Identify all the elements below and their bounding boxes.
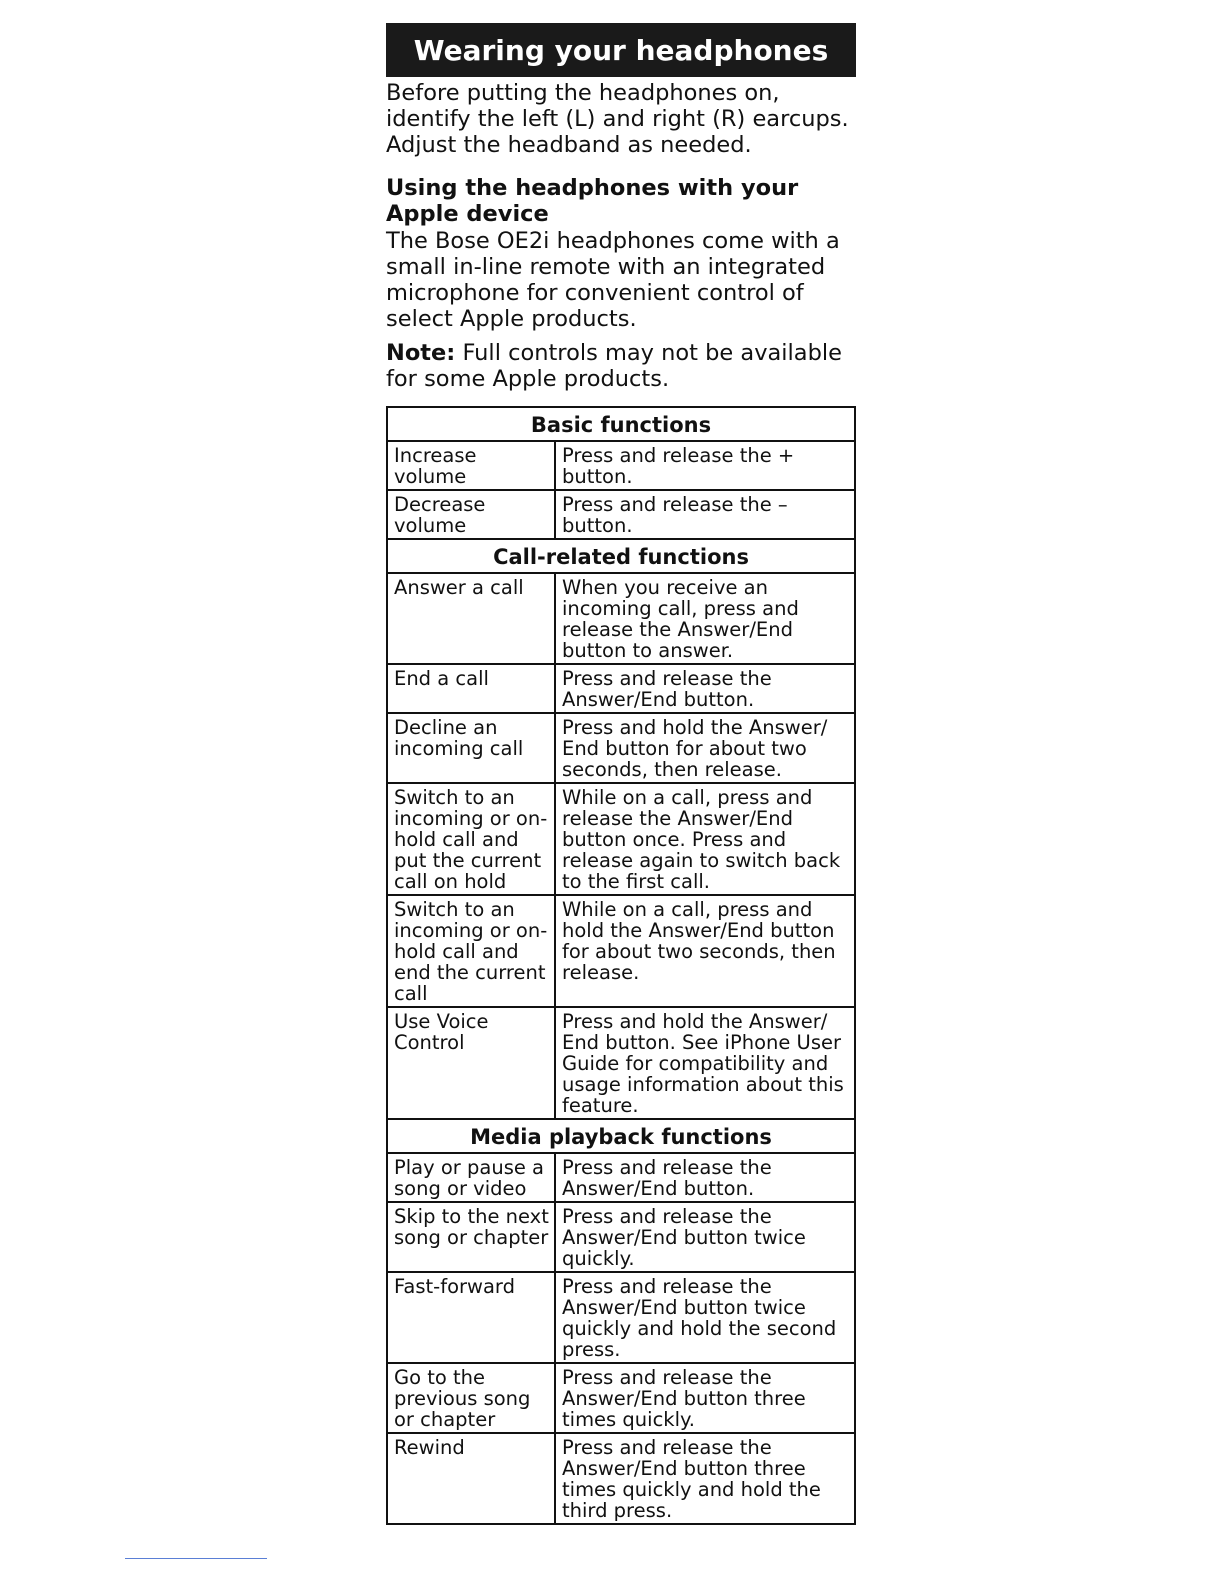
instruction-cell: Press and release the Answer/End button three times quickly.: [555, 1363, 855, 1433]
table-row: [387, 1202, 855, 1272]
note-paragraph: [386, 340, 856, 392]
action-cell: Increase volume: [387, 441, 555, 490]
instruction-cell: Press and hold the Answer/ End button for about two seconds, then release.: [555, 713, 855, 783]
instruction-cell: Press and hold the Answer/ End button. See iPhone User Guide for compatibility and usage information about this feature.: [555, 1007, 855, 1119]
instruction-cell: While on a call, press and hold the Answer/End button for about two seconds, then release.: [555, 895, 855, 1007]
section-header-row: [387, 407, 855, 441]
action-cell: End a call: [387, 664, 555, 713]
action-cell: Switch to an incoming or on-hold call and end the current call: [387, 895, 555, 1007]
table-row: [387, 441, 855, 490]
table-row: [387, 713, 855, 783]
instruction-cell: When you receive an incoming call, press and release the Answer/End button to answer.: [555, 573, 855, 664]
table-row: [387, 783, 855, 895]
action-cell: Decrease volume: [387, 490, 555, 539]
instruction-cell: While on a call, press and release the Answer/End button once. Press and release again to switch back to the first call.: [555, 783, 855, 895]
instruction-cell: Press and release the Answer/End button twice quickly and hold the second press.: [555, 1272, 855, 1363]
instruction-cell: Press and release the Answer/End button three times quickly and hold the third press.: [555, 1433, 855, 1524]
action-cell: Use Voice Control: [387, 1007, 555, 1119]
table-row: [387, 573, 855, 664]
table-row: [387, 664, 855, 713]
action-cell: Skip to the next song or chapter: [387, 1202, 555, 1272]
instruction-cell: Press and release the Answer/End button.: [555, 1153, 855, 1202]
table-row: [387, 1272, 855, 1363]
table-row: [387, 895, 855, 1007]
page-heading: Wearing your headphones: [386, 23, 856, 77]
section-header-row: [387, 1119, 855, 1153]
action-cell: Go to the previous song or chapter: [387, 1363, 555, 1433]
instruction-cell: Press and release the + button.: [555, 441, 855, 490]
section-title: Call-related functions: [387, 539, 855, 573]
table-row: [387, 1433, 855, 1524]
description-paragraph: The Bose OE2i headphones come with a small in-line remote with an integrated microphone for convenient control of select Apple products.: [386, 228, 840, 332]
intro-paragraph: Before putting the headphones on, identify the left (L) and right (R) earcups. Adjust the headband as needed.: [386, 80, 849, 158]
note-label: Note:: [386, 340, 456, 366]
note-text: Full controls may not be available for some Apple products.: [386, 340, 842, 392]
table-row: [387, 1363, 855, 1433]
table-row: [387, 490, 855, 539]
table-row: [387, 1007, 855, 1119]
section-header-row: [387, 539, 855, 573]
section-title: Basic functions: [387, 407, 855, 441]
action-cell: Decline an incoming call: [387, 713, 555, 783]
instruction-cell: Press and release the Answer/End button.: [555, 664, 855, 713]
functions-table: [386, 406, 856, 1525]
instruction-cell: Press and release the Answer/End button twice quickly.: [555, 1202, 855, 1272]
action-cell: Fast-forward: [387, 1272, 555, 1363]
action-cell: Answer a call: [387, 573, 555, 664]
section-subheading: Using the headphones with your Apple device: [386, 175, 799, 227]
footer-rule: [125, 1558, 267, 1559]
action-cell: Play or pause a song or video: [387, 1153, 555, 1202]
action-cell: Rewind: [387, 1433, 555, 1524]
section-title: Media playback functions: [387, 1119, 855, 1153]
action-cell: Switch to an incoming or on-hold call and put the current call on hold: [387, 783, 555, 895]
table-row: [387, 1153, 855, 1202]
instruction-cell: Press and release the – button.: [555, 490, 855, 539]
